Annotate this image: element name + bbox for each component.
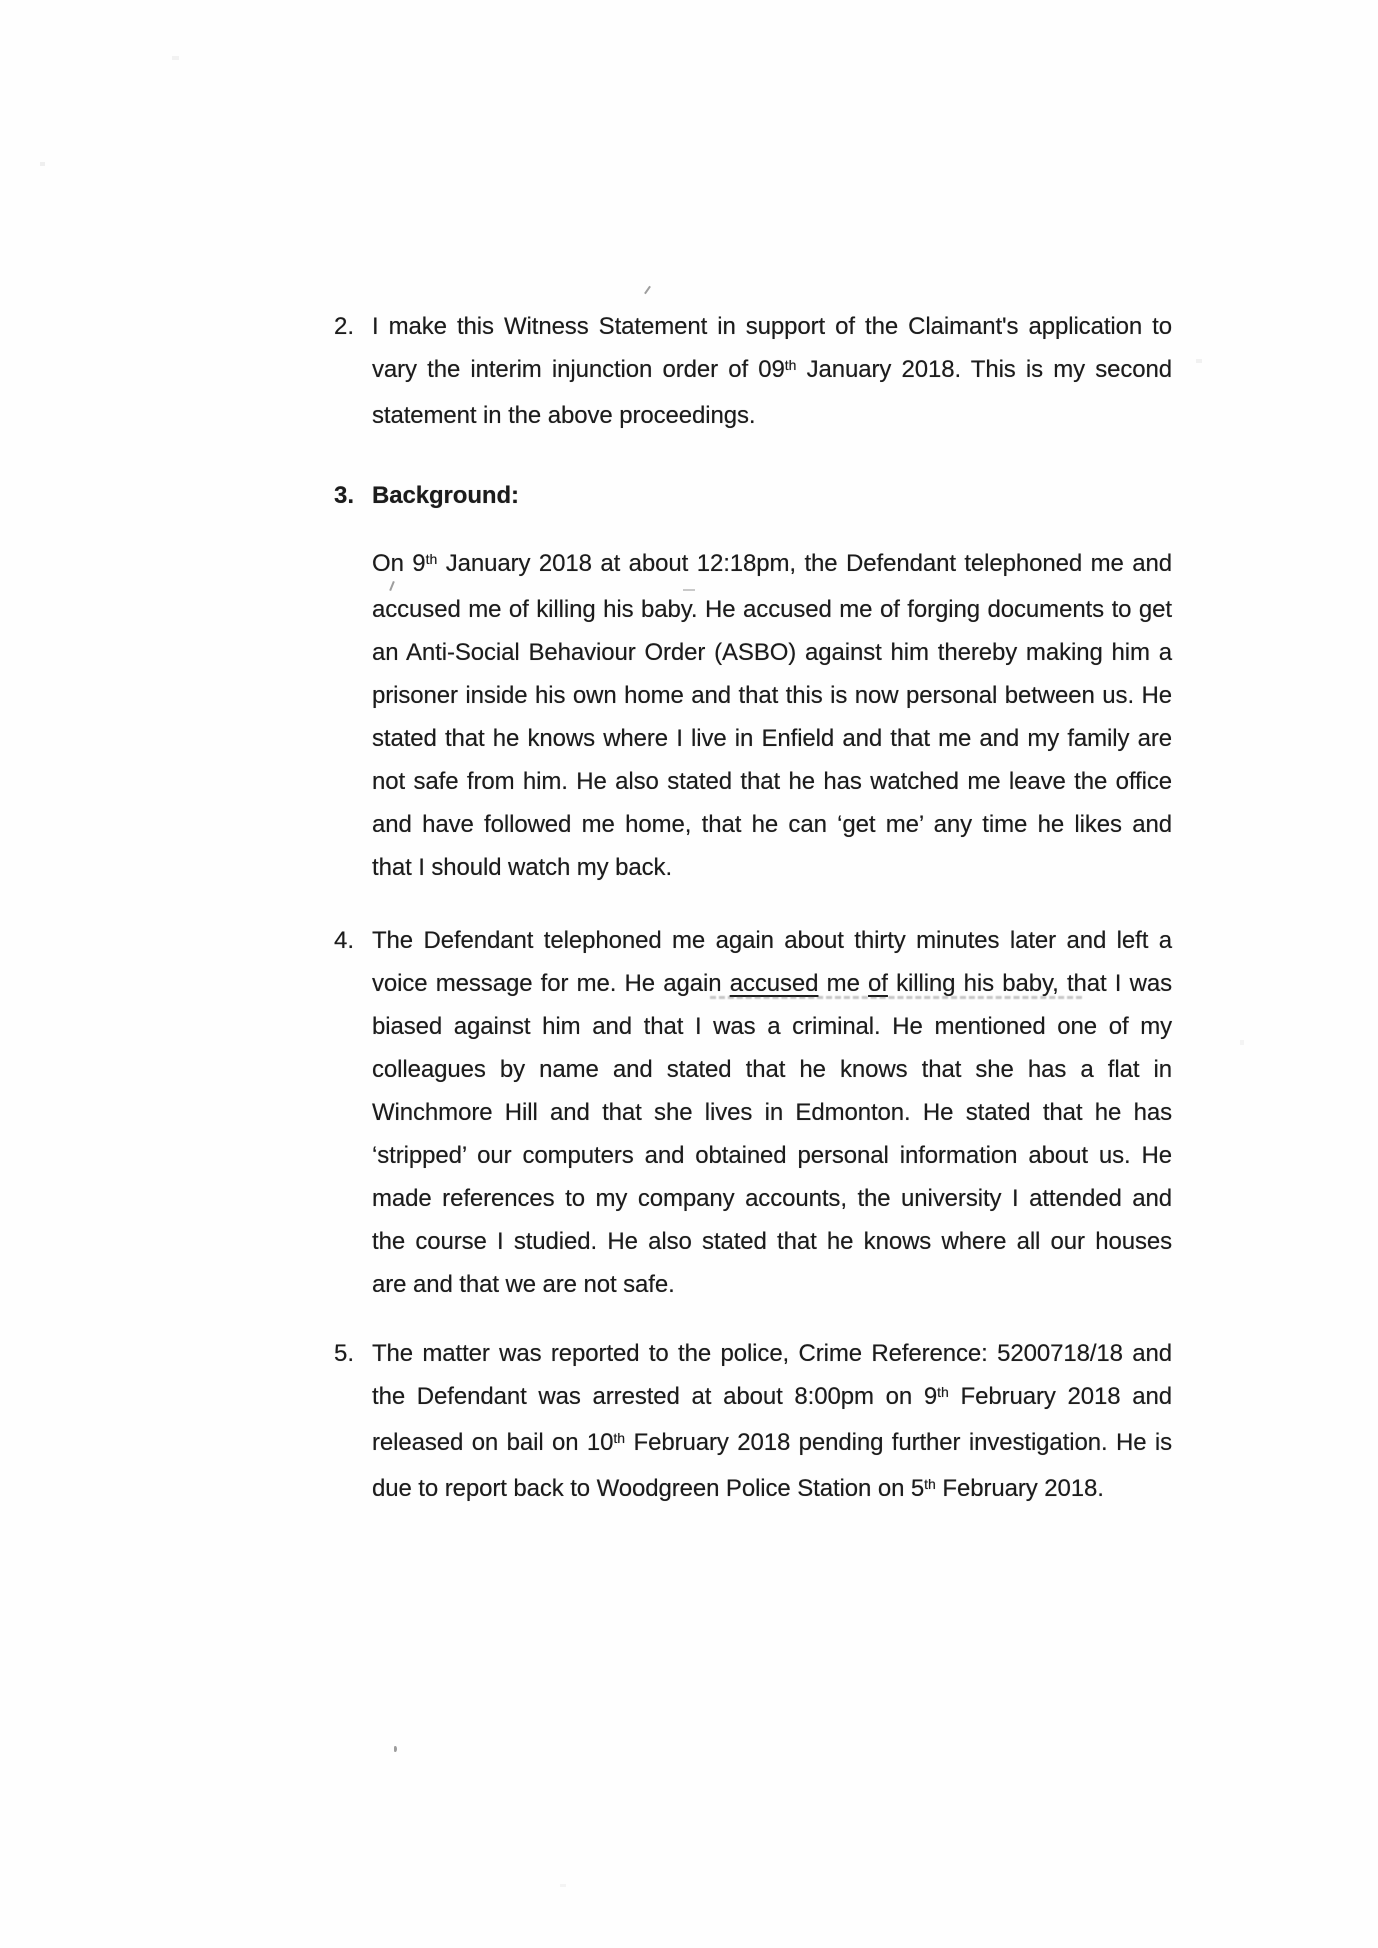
section-heading-text: Background: xyxy=(372,482,519,509)
text-segment: I make this Witness Statement in support of the Claimant's application to xyxy=(372,313,1172,340)
text-segment: killing his baby, that I was xyxy=(887,970,1172,997)
text-segment: accused me of killing his baby. He accused me of forging documents to get xyxy=(372,596,1172,623)
paragraph-number: 3. xyxy=(334,482,355,509)
text-line xyxy=(372,717,1172,760)
paragraph-number: 2. xyxy=(334,313,355,340)
text-line xyxy=(372,803,1172,846)
noise-speck xyxy=(1196,359,1202,363)
text-segment: On 9 xyxy=(372,550,426,577)
noise-speck xyxy=(1240,1040,1244,1045)
text-line xyxy=(372,631,1172,674)
text-segment: me xyxy=(818,970,869,997)
paragraph-2 xyxy=(334,305,1178,437)
text-segment: and have followed me home, that he can ‘get me’ any time he likes and xyxy=(372,811,1172,838)
text-segment: that I should watch my back. xyxy=(372,854,673,881)
noise-speck xyxy=(40,162,45,166)
text-line xyxy=(372,348,1172,394)
text-line xyxy=(372,1005,1172,1048)
section-3-heading xyxy=(334,474,1178,517)
text-segment: an Anti-Social Behaviour Order (ASBO) against him thereby making him a xyxy=(372,639,1172,666)
text-line xyxy=(372,846,1172,889)
text-segment: colleagues by name and stated that he knows that she has a flat in xyxy=(372,1056,1172,1083)
text-segment: made references to my company accounts, the university I attended and xyxy=(372,1185,1172,1212)
paragraph-5 xyxy=(334,1332,1178,1513)
text-segment: voice message for me. He again xyxy=(372,970,730,997)
text-segment: the course I studied. He also stated that he knows where all our houses xyxy=(372,1228,1172,1255)
text-line xyxy=(372,588,1172,631)
text-line xyxy=(372,1177,1172,1220)
text-segment: the Defendant was arrested at about 8:00pm on 9 xyxy=(372,1383,938,1410)
text-segment: The matter was reported to the police, Crime Reference: 5200718/18 and xyxy=(372,1340,1172,1367)
text-line xyxy=(372,674,1172,717)
paragraph-body xyxy=(372,1332,1172,1513)
text-line xyxy=(372,394,1172,437)
noise-speck xyxy=(172,56,179,60)
text-segment: prisoner inside his own home and that this is now personal between us. He xyxy=(372,682,1172,709)
text-segment: due to report back to Woodgreen Police Station on 5 xyxy=(372,1475,925,1502)
text-segment-sup: th xyxy=(613,1430,626,1446)
text-line xyxy=(372,1091,1172,1134)
text-line xyxy=(372,1263,1172,1306)
text-segment: February 2018 and xyxy=(948,1383,1172,1410)
scan-bleedthrough-artifact xyxy=(710,978,1082,999)
text-line xyxy=(372,1134,1172,1177)
text-line xyxy=(372,760,1172,803)
text-line xyxy=(372,919,1172,962)
text-segment: statement in the above proceedings. xyxy=(372,402,756,429)
text-segment: The Defendant telephoned me again about thirty minutes later and left a xyxy=(372,927,1172,954)
text-segment: February 2018 pending further investigation. He is xyxy=(625,1429,1172,1456)
text-segment-sup: th xyxy=(924,1476,936,1492)
text-segment-underline: accused xyxy=(729,970,819,997)
text-line xyxy=(372,542,1172,588)
text-line xyxy=(372,1467,1172,1513)
text-segment: ‘stripped’ our computers and obtained personal information about us. He xyxy=(372,1142,1172,1169)
paragraph-number: 5. xyxy=(334,1340,355,1367)
text-line xyxy=(372,1332,1172,1375)
text-line xyxy=(372,1220,1172,1263)
text-segment: February 2018. xyxy=(935,1475,1104,1502)
text-segment-underline: of xyxy=(868,970,888,997)
text-segment: stated that he knows where I live in Enfield and that me and my family are xyxy=(372,725,1172,752)
text-segment: January 2018 at about 12:18pm, the Defendant telephoned me and xyxy=(437,550,1173,577)
text-segment: biased against him and that I was a criminal. He mentioned one of my xyxy=(372,1013,1172,1040)
text-segment-sup: th xyxy=(937,1384,949,1400)
noise-speck xyxy=(683,589,695,591)
text-line xyxy=(372,1375,1172,1421)
text-line xyxy=(372,305,1172,348)
text-segment: are and that we are not safe. xyxy=(372,1271,675,1298)
noise-speck xyxy=(394,1746,397,1752)
text-segment-sup: th xyxy=(425,551,438,567)
text-segment: released on bail on 10 xyxy=(372,1429,614,1456)
text-line xyxy=(372,1048,1172,1091)
paragraph-body xyxy=(372,542,1172,889)
paragraph-body xyxy=(372,305,1172,437)
noise-speck xyxy=(644,286,651,295)
text-segment-sup: th xyxy=(784,357,797,373)
paragraph-3-body xyxy=(334,542,1178,889)
noise-speck xyxy=(560,1884,566,1887)
text-segment: vary the interim injunction order of 09 xyxy=(372,356,785,383)
text-segment: January 2018. This is my second xyxy=(796,356,1172,383)
text-segment: not safe from him. He also stated that he has watched me leave the office xyxy=(372,768,1172,795)
text-line xyxy=(372,1421,1172,1467)
paragraph-number: 4. xyxy=(334,927,355,954)
text-segment: Winchmore Hill and that she lives in Edmonton. He stated that he has xyxy=(372,1099,1172,1126)
